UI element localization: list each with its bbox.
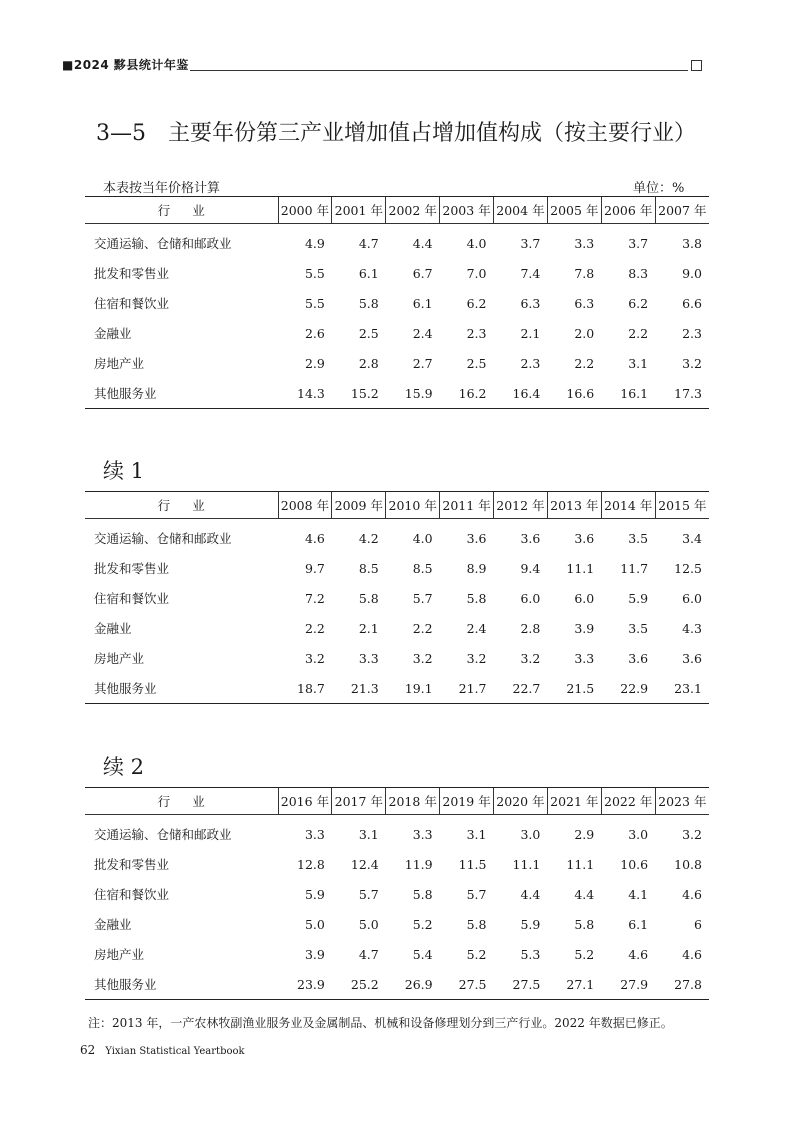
value-cell: 2.3 — [466, 325, 487, 341]
value-cell: 4.6 — [682, 886, 702, 902]
industry-name: 交通运输、仓储和邮政业 — [94, 531, 232, 546]
value-cell: 11.5 — [458, 856, 487, 872]
table-number: 3—5 — [96, 121, 146, 146]
table-row — [85, 553, 709, 583]
value-cell: 21.5 — [547, 673, 601, 704]
value-cell: 4.0 — [412, 530, 433, 546]
year-column-header: 2002 年 — [386, 197, 440, 224]
value-cell: 5.0 — [304, 916, 325, 932]
value-cell: 23.1 — [655, 673, 709, 704]
industry-name: 金融业 — [94, 621, 132, 636]
value-cell: 2.8 — [358, 355, 379, 371]
industry-name: 住宿和餐饮业 — [94, 887, 170, 902]
page-number: 62 — [80, 1043, 96, 1057]
value-cell: 17.3 — [655, 378, 709, 409]
value-cell: 2.9 — [574, 826, 595, 842]
value-cell: 2.5 — [466, 355, 487, 371]
value-cell: 7.8 — [574, 265, 595, 281]
value-cell: 5.7 — [466, 886, 487, 902]
value-cell: 3.0 — [520, 826, 541, 842]
continuation-heading-1: 续 1 — [103, 459, 145, 483]
value-cell: 10.8 — [674, 856, 702, 872]
price-basis-note: 本表按当年价格计算 — [103, 181, 221, 196]
year-column-header: 2014 年 — [601, 492, 655, 519]
industry-name: 房地产业 — [94, 651, 145, 666]
table-row — [85, 378, 709, 409]
value-cell: 5.0 — [358, 916, 379, 932]
value-cell: 4.1 — [628, 886, 649, 902]
table-row — [85, 643, 709, 673]
header-box-mark — [691, 60, 702, 71]
table-row — [85, 318, 709, 348]
value-cell: 5.8 — [358, 295, 379, 311]
value-cell: 21.7 — [440, 673, 494, 704]
footer-english-title: Yixian Statistical Yeartbook — [105, 1046, 245, 1057]
table-row — [85, 519, 709, 554]
year-column-header: 2008 年 — [278, 492, 332, 519]
year-column-header: 2023 年 — [655, 788, 709, 815]
value-cell: 6.1 — [628, 916, 649, 932]
value-cell: 3.1 — [466, 826, 487, 842]
value-cell: 6.3 — [574, 295, 595, 311]
industry-column-header: 行业 — [85, 197, 278, 224]
value-cell: 2.8 — [520, 620, 541, 636]
value-cell: 5.9 — [520, 916, 541, 932]
value-cell: 5.7 — [358, 886, 379, 902]
table-row — [85, 288, 709, 318]
value-cell: 3.3 — [574, 650, 595, 666]
table-row — [85, 258, 709, 288]
value-cell: 5.2 — [466, 946, 487, 962]
industry-name: 批发和零售业 — [94, 857, 170, 872]
table-row — [85, 969, 709, 1000]
value-cell: 2.2 — [412, 620, 433, 636]
value-cell: 3.2 — [682, 826, 702, 842]
value-cell: 22.7 — [494, 673, 548, 704]
value-cell: 6.1 — [358, 265, 379, 281]
industry-name: 住宿和餐饮业 — [94, 296, 170, 311]
year-column-header: 2004 年 — [494, 197, 548, 224]
value-cell: 2.1 — [358, 620, 379, 636]
value-cell: 2.9 — [304, 355, 325, 371]
value-cell: 11.1 — [566, 856, 595, 872]
value-cell: 27.8 — [655, 969, 709, 1000]
value-cell: 2.3 — [520, 355, 541, 371]
value-cell: 3.6 — [466, 530, 487, 546]
industry-name: 房地产业 — [94, 356, 145, 371]
value-cell: 3.3 — [574, 235, 595, 251]
header-row — [85, 788, 709, 815]
value-cell: 8.5 — [358, 560, 379, 576]
value-cell: 5.8 — [358, 590, 379, 606]
value-cell: 26.9 — [386, 969, 440, 1000]
industry-name: 其他服务业 — [85, 969, 278, 1000]
industry-name: 交通运输、仓储和邮政业 — [94, 236, 232, 251]
value-cell: 3.2 — [682, 355, 702, 371]
year-column-header: 2020 年 — [494, 788, 548, 815]
value-cell: 5.4 — [412, 946, 433, 962]
value-cell: 5.7 — [412, 590, 433, 606]
year-column-header: 2006 年 — [601, 197, 655, 224]
header-row — [85, 492, 709, 519]
value-cell: 4.4 — [520, 886, 541, 902]
year-column-header: 2005 年 — [547, 197, 601, 224]
value-cell: 4.9 — [304, 235, 325, 251]
value-cell: 5.9 — [628, 590, 649, 606]
value-cell: 16.4 — [494, 378, 548, 409]
value-cell: 23.9 — [278, 969, 332, 1000]
table-row — [85, 583, 709, 613]
value-cell: 3.5 — [628, 620, 649, 636]
table-row — [85, 849, 709, 879]
value-cell: 3.2 — [412, 650, 433, 666]
value-cell: 2.5 — [358, 325, 379, 341]
year-column-header: 2003 年 — [440, 197, 494, 224]
value-cell: 8.5 — [412, 560, 433, 576]
value-cell: 8.9 — [466, 560, 487, 576]
value-cell: 11.1 — [512, 856, 541, 872]
value-cell: 3.6 — [628, 650, 649, 666]
value-cell: 5.8 — [412, 886, 433, 902]
value-cell: 2.3 — [682, 325, 702, 341]
value-cell: 5.2 — [412, 916, 433, 932]
value-cell: 3.7 — [628, 235, 649, 251]
year-column-header: 2021 年 — [547, 788, 601, 815]
table-row — [85, 613, 709, 643]
value-cell: 5.5 — [304, 295, 325, 311]
running-header — [62, 58, 702, 74]
value-cell: 16.6 — [547, 378, 601, 409]
table-row — [85, 673, 709, 704]
year-column-header: 2017 年 — [332, 788, 386, 815]
table-title-text: 主要年份第三产业增加值占增加值构成（按主要行业） — [168, 121, 697, 146]
value-cell: 12.4 — [350, 856, 379, 872]
value-cell: 2.4 — [412, 325, 433, 341]
value-cell: 6.0 — [682, 590, 702, 606]
value-cell: 3.3 — [412, 826, 433, 842]
year-column-header: 2000 年 — [278, 197, 332, 224]
data-table-1 — [85, 491, 709, 704]
value-cell: 15.9 — [386, 378, 440, 409]
value-cell: 3.2 — [466, 650, 487, 666]
value-cell: 21.3 — [332, 673, 386, 704]
value-cell: 11.9 — [404, 856, 433, 872]
value-cell: 4.3 — [682, 620, 702, 636]
value-cell: 4.0 — [466, 235, 487, 251]
industry-name: 其他服务业 — [85, 378, 278, 409]
value-cell: 18.7 — [278, 673, 332, 704]
value-cell: 2.0 — [574, 325, 595, 341]
industry-name: 交通运输、仓储和邮政业 — [94, 827, 232, 842]
value-cell: 16.1 — [601, 378, 655, 409]
value-cell: 4.2 — [358, 530, 379, 546]
value-cell: 2.2 — [574, 355, 595, 371]
value-cell: 6.2 — [466, 295, 487, 311]
value-cell: 5.3 — [520, 946, 541, 962]
value-cell: 19.1 — [386, 673, 440, 704]
value-cell: 3.0 — [628, 826, 649, 842]
value-cell: 12.8 — [297, 856, 325, 872]
year-column-header: 2007 年 — [655, 197, 709, 224]
industry-name: 金融业 — [94, 326, 132, 341]
value-cell: 3.6 — [574, 530, 595, 546]
value-cell: 7.0 — [466, 265, 487, 281]
value-cell: 5.9 — [304, 886, 325, 902]
industry-column-header: 行业 — [85, 788, 278, 815]
value-cell: 5.8 — [466, 590, 487, 606]
table-title — [96, 120, 696, 148]
industry-name: 住宿和餐饮业 — [94, 591, 170, 606]
value-cell: 9.7 — [304, 560, 325, 576]
table-row — [85, 348, 709, 378]
value-cell: 4.7 — [358, 235, 379, 251]
value-cell: 9.4 — [520, 560, 541, 576]
value-cell: 3.2 — [304, 650, 325, 666]
table-row — [85, 815, 709, 850]
year-column-header: 2011 年 — [440, 492, 494, 519]
value-cell: 25.2 — [332, 969, 386, 1000]
industry-name: 房地产业 — [94, 947, 145, 962]
unit-label: 单位：% — [633, 181, 685, 196]
value-cell: 15.2 — [332, 378, 386, 409]
data-table-2 — [85, 787, 709, 1000]
value-cell: 6.3 — [520, 295, 541, 311]
table-row — [85, 909, 709, 939]
value-cell: 2.2 — [628, 325, 649, 341]
year-column-header: 2001 年 — [332, 197, 386, 224]
value-cell: 5.2 — [574, 946, 595, 962]
value-cell: 2.1 — [520, 325, 541, 341]
value-cell: 3.6 — [520, 530, 541, 546]
value-cell: 3.9 — [574, 620, 595, 636]
value-cell: 6.0 — [574, 590, 595, 606]
value-cell: 8.3 — [628, 265, 649, 281]
value-cell: 27.5 — [494, 969, 548, 1000]
value-cell: 6.6 — [682, 295, 702, 311]
industry-column-header: 行业 — [85, 492, 278, 519]
value-cell: 12.5 — [674, 560, 702, 576]
value-cell: 3.1 — [358, 826, 379, 842]
value-cell: 5.5 — [304, 265, 325, 281]
page-footer — [80, 1043, 245, 1057]
continuation-heading-2: 续 2 — [103, 755, 145, 779]
year-column-header: 2010 年 — [386, 492, 440, 519]
value-cell: 14.3 — [278, 378, 332, 409]
value-cell: 7.2 — [304, 590, 325, 606]
year-column-header: 2012 年 — [494, 492, 548, 519]
value-cell: 4.7 — [358, 946, 379, 962]
value-cell: 3.7 — [520, 235, 541, 251]
value-cell: 4.6 — [304, 530, 325, 546]
value-cell: 7.4 — [520, 265, 541, 281]
value-cell: 3.8 — [682, 235, 702, 251]
year-column-header: 2015 年 — [655, 492, 709, 519]
value-cell: 6.1 — [412, 295, 433, 311]
value-cell: 3.3 — [358, 650, 379, 666]
value-cell: 3.9 — [304, 946, 325, 962]
value-cell: 4.4 — [574, 886, 595, 902]
value-cell: 11.1 — [566, 560, 595, 576]
year-column-header: 2009 年 — [332, 492, 386, 519]
value-cell: 3.4 — [682, 530, 702, 546]
value-cell: 3.3 — [304, 826, 325, 842]
value-cell: 9.0 — [682, 265, 702, 281]
industry-name: 批发和零售业 — [94, 561, 170, 576]
value-cell: 5.8 — [574, 916, 595, 932]
value-cell: 16.2 — [440, 378, 494, 409]
value-cell: 4.4 — [412, 235, 433, 251]
industry-name: 其他服务业 — [85, 673, 278, 704]
value-cell: 22.9 — [601, 673, 655, 704]
value-cell: 10.6 — [620, 856, 649, 872]
year-column-header: 2013 年 — [547, 492, 601, 519]
year-column-header: 2022 年 — [601, 788, 655, 815]
value-cell: 27.1 — [547, 969, 601, 1000]
value-cell: 5.8 — [466, 916, 487, 932]
value-cell: 27.5 — [440, 969, 494, 1000]
value-cell: 2.7 — [412, 355, 433, 371]
value-cell: 3.1 — [628, 355, 649, 371]
value-cell: 3.5 — [628, 530, 649, 546]
value-cell: 11.7 — [620, 560, 649, 576]
table-row — [85, 879, 709, 909]
header-title: ■2024 黟县统计年鉴 — [62, 58, 189, 72]
value-cell: 3.2 — [520, 650, 541, 666]
value-cell: 27.9 — [601, 969, 655, 1000]
data-table-0 — [85, 196, 709, 409]
value-cell: 4.6 — [682, 946, 702, 962]
value-cell: 2.6 — [304, 325, 325, 341]
value-cell: 2.2 — [304, 620, 325, 636]
header-rule — [190, 70, 688, 71]
value-cell: 6.2 — [628, 295, 649, 311]
header-row — [85, 197, 709, 224]
value-cell: 6.0 — [520, 590, 541, 606]
value-cell: 4.6 — [628, 946, 649, 962]
year-column-header: 2016 年 — [278, 788, 332, 815]
value-cell: 6.7 — [412, 265, 433, 281]
industry-name: 金融业 — [94, 917, 132, 932]
year-column-header: 2018 年 — [386, 788, 440, 815]
year-column-header: 2019 年 — [440, 788, 494, 815]
footnote: 注：2013 年，一产农林牧副渔业服务业及金属制品、机械和设备修理划分到三产行业。2022 年数据已修正。 — [88, 1016, 673, 1030]
value-cell: 2.4 — [466, 620, 487, 636]
industry-name: 批发和零售业 — [94, 266, 170, 281]
table-row — [85, 939, 709, 969]
value-cell: 6 — [694, 916, 702, 932]
value-cell: 3.6 — [682, 650, 702, 666]
table-row — [85, 224, 709, 259]
